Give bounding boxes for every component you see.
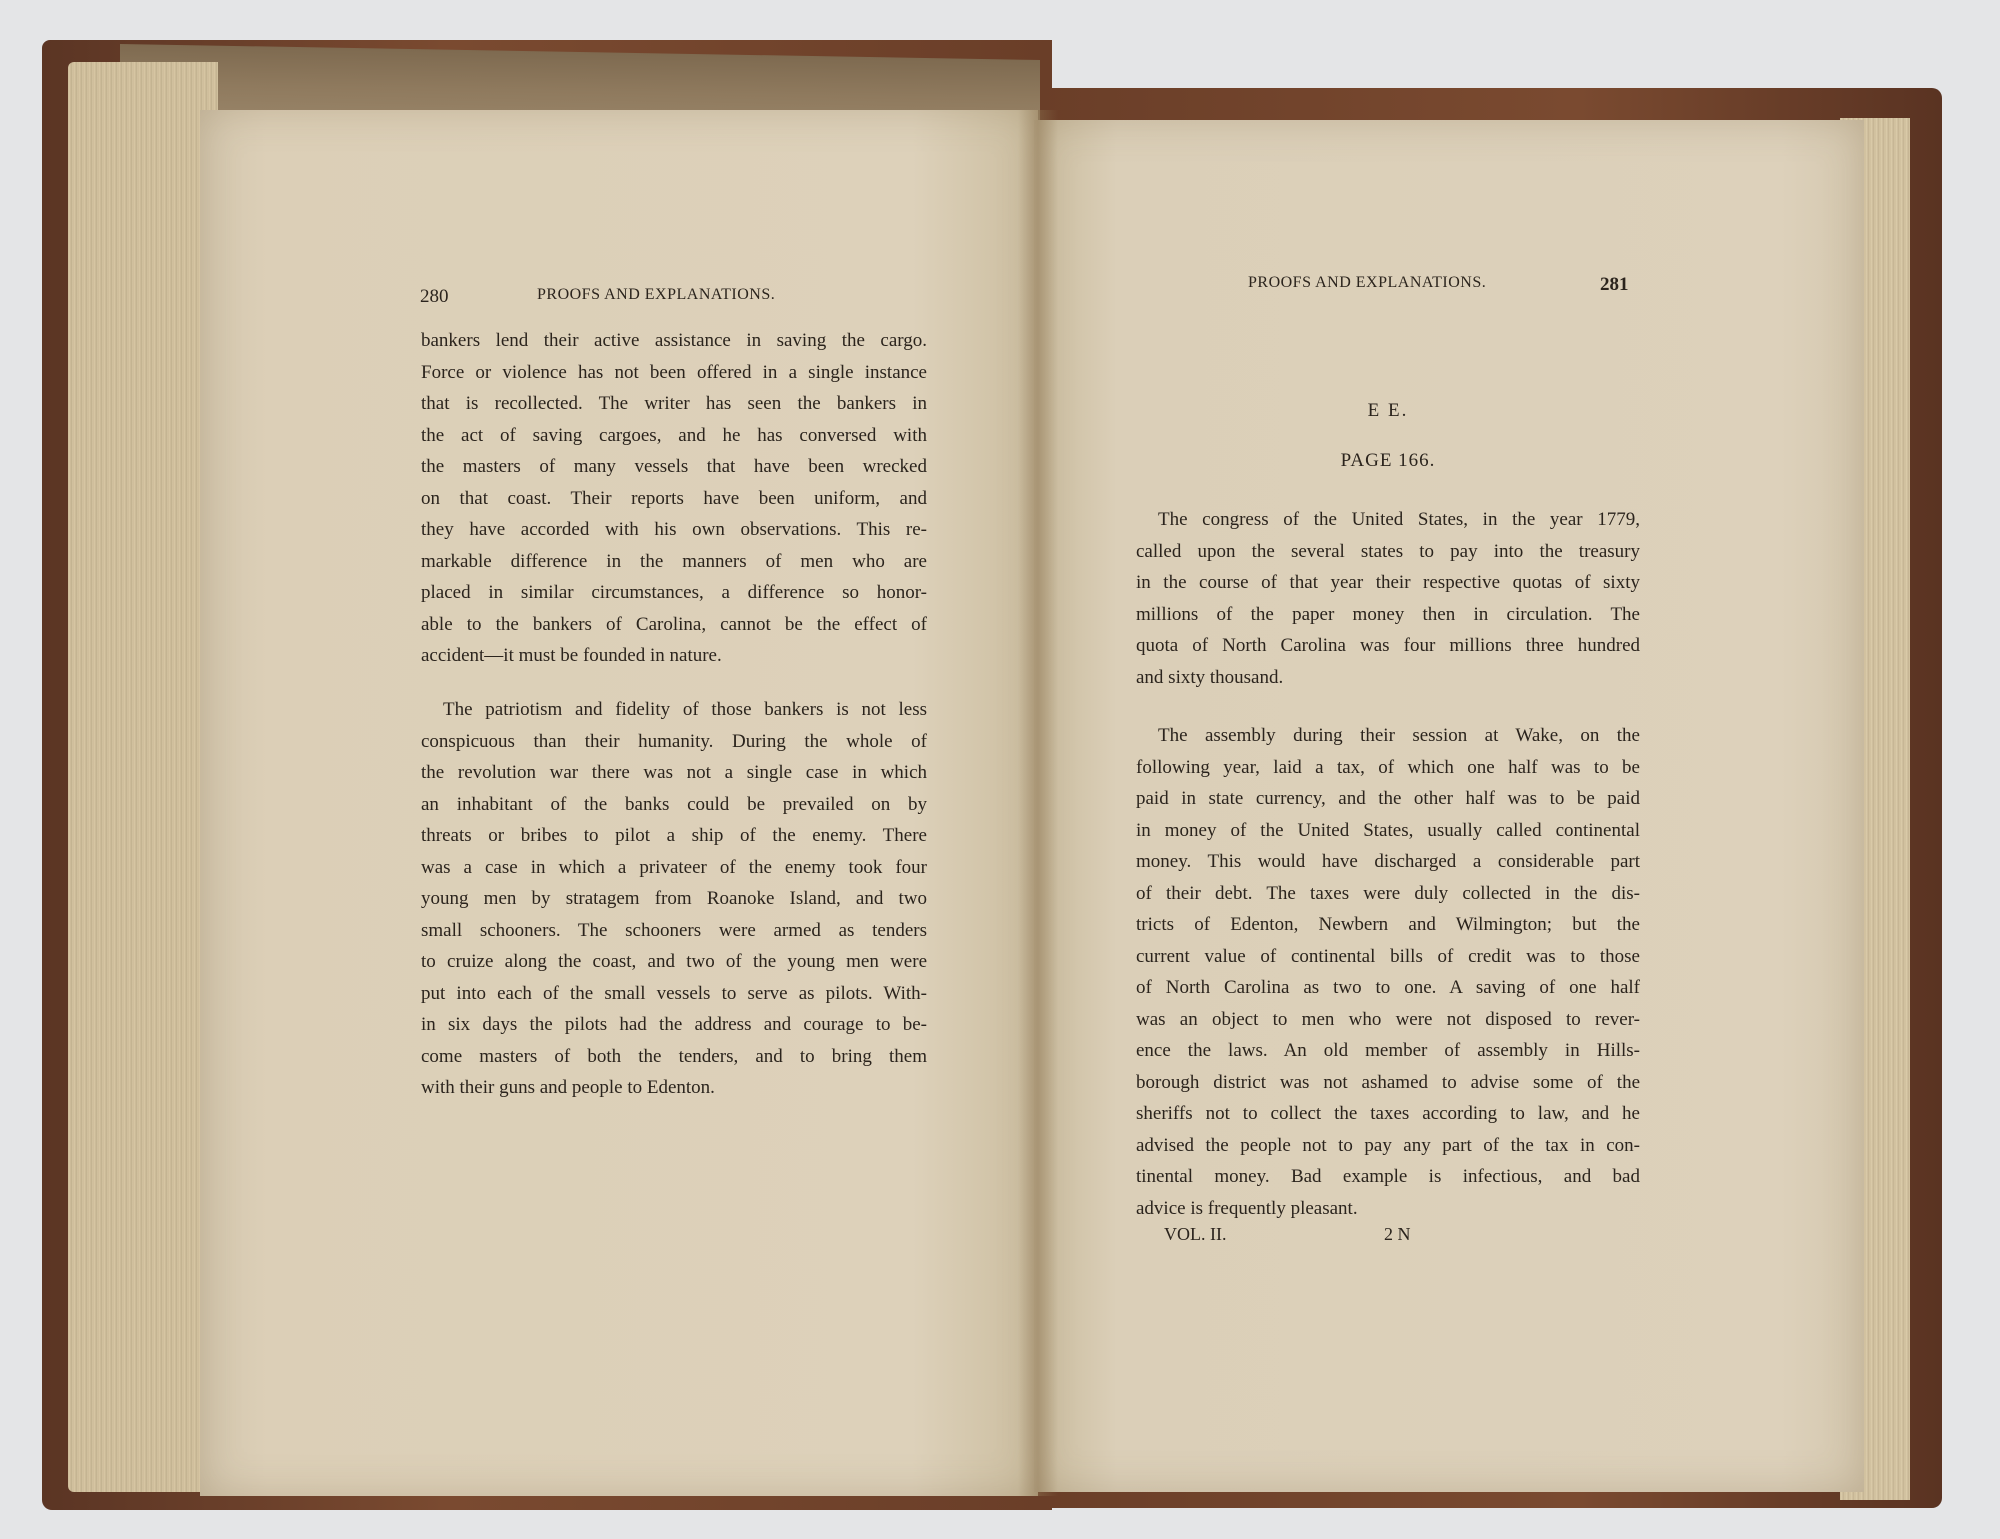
text-line: that is recollected. The writer has seen the bankers in (421, 393, 927, 414)
text-line: conspicuous than their humanity. During the whole of (421, 730, 927, 752)
text-line: of their debt. The taxes were duly collected in the dis- (1136, 882, 1640, 904)
left-running-head: PROOFS AND EXPLANATIONS. (537, 286, 776, 303)
left-paragraph-1 (421, 325, 927, 672)
text-line: The patriotism and fidelity of those bankers is not less (443, 699, 927, 720)
text-line: put into each of the small vessels to serve as pilots. With- (421, 982, 927, 1004)
text-line: accident—it must be founded in nature. (421, 645, 722, 666)
text-line: sheriffs not to collect the taxes according to law, and he (1136, 1103, 1640, 1124)
text-line: young men by stratagem from Roanoke Island, and two (421, 888, 927, 909)
text-line: come masters of both the tenders, and to bring them (421, 1045, 927, 1067)
text-line: The assembly during their session at Wake, on the (1158, 725, 1640, 746)
text-line: advised the people not to pay any part of the tax in con- (1136, 1134, 1640, 1156)
left-page-number: 280 (420, 286, 449, 307)
text-line: in the course of that year their respective quotas of sixty (1136, 572, 1640, 593)
left-paragraph-2 (421, 694, 927, 1104)
text-line: tinental money. Bad example is infectious, and bad (1136, 1166, 1640, 1187)
text-line: current value of continental bills of credit was to those (1136, 945, 1640, 967)
text-line: and sixty thousand. (1136, 666, 1284, 688)
text-line: borough district was not ashamed to advise some of the (1136, 1071, 1640, 1093)
text-line: called upon the several states to pay into the treasury (1136, 540, 1640, 562)
footer-volume: VOL. II. (1164, 1224, 1227, 1244)
text-line: threats or bribes to pilot a ship of the enemy. There (421, 825, 927, 846)
right-paragraph-2 (1136, 720, 1640, 1224)
text-line: Force or violence has not been offered in a single instance (421, 361, 927, 383)
right-paragraph-1 (1136, 504, 1640, 693)
text-line: able to the bankers of Carolina, cannot be the effect of (421, 613, 927, 635)
footer-signature: 2 N (1384, 1224, 1411, 1244)
text-line: with their guns and people to Edenton. (421, 1077, 715, 1098)
section-label: E E. (1367, 400, 1409, 421)
text-line: was an object to men who were not disposed to rever- (1136, 1008, 1640, 1030)
text-line: placed in similar circumstances, a difference so honor- (421, 582, 927, 603)
text-line: millions of the paper money then in circulation. The (1136, 603, 1640, 625)
text-line: ence the laws. An old member of assembly in Hills- (1136, 1040, 1640, 1061)
text-line: the masters of many vessels that have been wrecked (421, 456, 927, 477)
text-line: tricts of Edenton, Newbern and Wilmington; but the (1136, 914, 1640, 935)
text-line: the revolution war there was not a single case in which (421, 762, 927, 783)
text-line: in six days the pilots had the address and courage to be- (421, 1014, 927, 1035)
right-page-number: 281 (1600, 274, 1629, 295)
text-line: of North Carolina as two to one. A saving of one half (1136, 977, 1640, 998)
text-line: following year, laid a tax, of which one half was to be (1136, 756, 1640, 778)
text-line: on that coast. Their reports have been uniform, and (421, 487, 927, 509)
text-line: advice is frequently pleasant. (1136, 1197, 1358, 1219)
text-line: quota of North Carolina was four millions three hundred (1136, 635, 1640, 656)
text-line: paid in state currency, and the other half was to be paid (1136, 788, 1640, 809)
page-stack-left-edge (68, 62, 218, 1492)
text-line: in money of the United States, usually called continental (1136, 819, 1640, 841)
text-line: was a case in which a privateer of the enemy took four (421, 856, 927, 878)
text-line: markable difference in the manners of men who are (421, 550, 927, 572)
text-line: money. This would have discharged a considerable part (1136, 851, 1640, 872)
text-line: the act of saving cargoes, and he has conversed with (421, 424, 927, 446)
text-line: small schooners. The schooners were armed as tenders (421, 919, 927, 941)
text-line: they have accorded with his own observations. This re- (421, 519, 927, 540)
text-line: The congress of the United States, in the year 1779, (1158, 509, 1640, 530)
text-line: an inhabitant of the banks could be prevailed on by (421, 793, 927, 815)
book-gutter (1018, 110, 1058, 1496)
text-line: to cruize along the coast, and two of the young men were (421, 951, 927, 972)
section-reference: PAGE 166. (1340, 450, 1436, 471)
right-running-head: PROOFS AND EXPLANATIONS. (1248, 274, 1487, 291)
text-line: bankers lend their active assistance in saving the cargo. (421, 330, 927, 351)
